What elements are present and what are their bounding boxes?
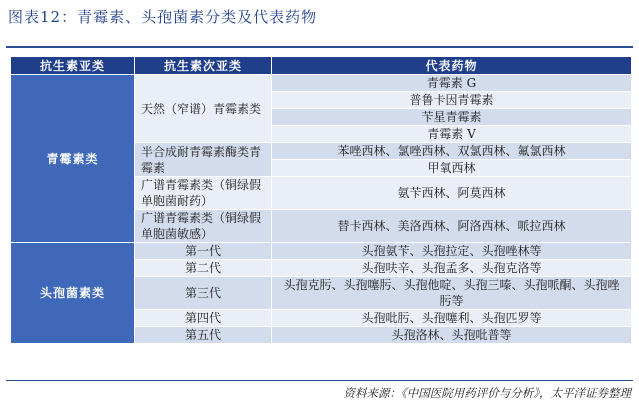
drug-cell: 苄星青霉素 xyxy=(272,109,632,126)
drug-cell: 头孢克肟、头孢噻肟、头孢他啶、头孢三嗪、头孢哌酮、头孢唑肟等 xyxy=(272,277,632,310)
category-cephalosporin: 头孢菌素类 xyxy=(11,243,135,344)
generation-cell: 第四代 xyxy=(135,310,272,327)
drug-cell: 普鲁卡因青霉素 xyxy=(272,92,632,109)
table-header-row xyxy=(11,57,632,75)
drug-cell: 甲氧西林 xyxy=(272,160,632,177)
drug-cell: 青霉素 V xyxy=(272,126,632,143)
generation-cell: 第三代 xyxy=(135,277,272,310)
drug-cell: 头孢吡肟、头孢噻利、头孢匹罗等 xyxy=(272,310,632,327)
title-divider xyxy=(6,46,633,48)
drug-cell: 头孢氨苄、头孢拉定、头孢唑林等 xyxy=(272,243,632,260)
drug-cell: 苯唑西林、氯唑西林、双氯西林、氟氯西林 xyxy=(272,143,632,160)
drug-cell: 青霉素 G xyxy=(272,75,632,92)
drug-cell: 替卡西林、美洛西林、阿洛西林、哌拉西林 xyxy=(272,210,632,243)
category-penicillin: 青霉素类 xyxy=(11,75,135,243)
antibiotic-table xyxy=(10,56,632,344)
generation-cell: 第五代 xyxy=(135,327,272,344)
generation-cell: 第二代 xyxy=(135,260,272,277)
sub-broad-sensitive: 广谱青霉素类（铜绿假单胞菌敏感） xyxy=(135,210,272,243)
drug-cell: 头孢洛林、头孢吡普等 xyxy=(272,327,632,344)
header-subclass: 抗生素亚类 xyxy=(11,57,135,75)
table-row xyxy=(11,243,632,260)
figure-title: 图表12：青霉素、头孢菌素分类及代表药物 xyxy=(8,8,318,26)
generation-cell: 第一代 xyxy=(135,243,272,260)
header-sub-subclass: 抗生素次亚类 xyxy=(135,57,272,75)
sub-broad-resistant: 广谱青霉素类（铜绿假单胞菌耐药） xyxy=(135,177,272,210)
source-divider xyxy=(6,380,633,381)
drug-cell: 头孢呋辛、头孢孟多、头孢克洛等 xyxy=(272,260,632,277)
sub-natural: 天然（窄谱）青霉素类 xyxy=(135,75,272,143)
header-drugs: 代表药物 xyxy=(272,57,632,75)
table-row xyxy=(11,75,632,92)
source-note: 资料来源：《中国医院用药评价与分析》，太平洋证券整理 xyxy=(343,386,631,400)
drug-cell: 氨苄西林、阿莫西林 xyxy=(272,177,632,210)
sub-semi-synthetic: 半合成耐青霉素酶类青霉素 xyxy=(135,143,272,177)
